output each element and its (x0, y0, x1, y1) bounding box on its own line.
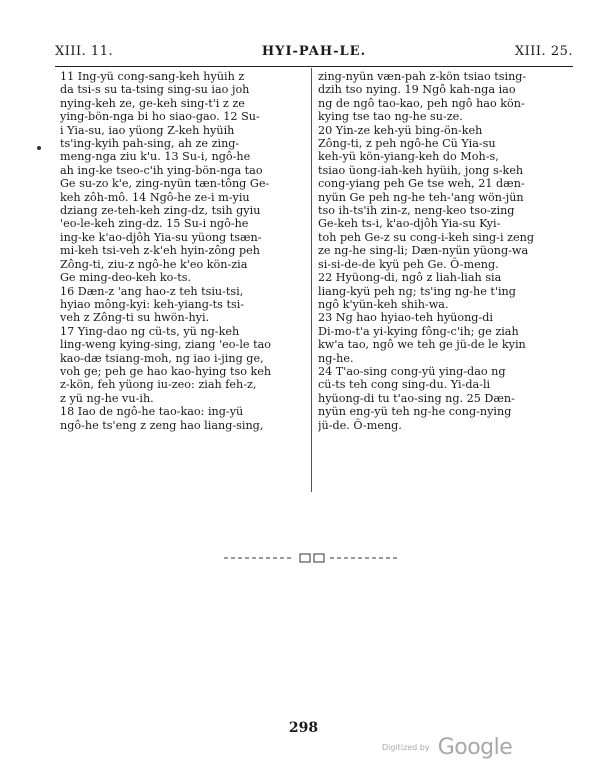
end-ornament (222, 552, 402, 564)
header-rule (55, 66, 573, 67)
google-logo-text: Google (437, 735, 513, 760)
header-book-title: HYI-PAH-LE. (261, 44, 367, 59)
margin-mark (37, 146, 41, 150)
digitized-by-google-watermark (382, 735, 512, 760)
right-text-column (318, 70, 563, 432)
paragraph-verses-18-19: zing-nyün væn-pah z-kön tsiao tsing- dzih tso nying. 19 Ngô kah-nga iao ng de ngô tao-kao, peh ngô hao kön- kying tse tao ng-he su-ze. (318, 70, 527, 124)
paragraph-verse-17: 17 Ying-dao ng cü-ts, yü ng-keh ling-weng kying-sing, ziang 'eo-le tao kao-dæ tsiang-moh, ng iao i-jing ge, voh ge; peh ge hao kao-hying tso keh z-kön, feh yüong iu-zeo: ziah feh-z, z yü ng-he vu-ih. (60, 324, 272, 405)
header-chapter-verse-end: XIII. 25. (514, 44, 573, 59)
page-number: 298 (288, 720, 319, 736)
header-chapter-verse-start: XIII. 11. (55, 44, 114, 59)
watermark-prefix: Digitized by (382, 743, 430, 752)
paragraph-verse-23: 23 Ng hao hyiao-teh hyüong-di Di-mo-t'a yi-kying fông-c'ih; ge ziah kw'a tao, ngô we teh ge jü-de le kyin ng-he. (318, 311, 526, 365)
column-divider (311, 68, 312, 492)
paragraph-verses-24-25: 24 T'ao-sing cong-yü ying-dao ng cü-ts teh cong sing-du. Yi-da-li hyüong-di tu t'ao-sing ng. 25 Dæn- nyün eng-yü teh ng-he cong-nying jü-de. Ô-meng. (318, 364, 515, 432)
left-text-column (60, 70, 305, 432)
paragraph-verse-18: 18 Iao de ngô-he tao-kao: ing-yü ngô-he ts'eng z zeng hao liang-sing, (60, 405, 264, 432)
paragraph-verses-20-21: 20 Yin-ze keh-yü bing-ön-keh Zông-ti, z peh ngô-he Cü Yia-su keh-yü kön-yiang-keh do Moh-s, tsiao üong-iah-keh hyüih, jong s-keh cong-yiang peh Ge tse weh, 21 dæn- nyün Ge peh ng-he teh-'ang wön-jün tso ih-ts'ih zin-z, neng-keo tso-zing Ge-keh ts-i, k'ao-djôh Yia-su Kyi- toh peh Ge-z su cong-i-keh sing-i zeng ze ng-he sing-li; Dæn-nyün yüong-wa si-si-de-de kyü peh Ge. Ô-meng. (318, 123, 534, 271)
paragraph-verse-22: 22 Hyüong-di, ngô z liah-liah sia liang-kyü peh ng; ts'ing ng-he t'ing ngô k'yün-keh shih-wa. (318, 271, 516, 311)
paragraph-verses-11-15: 11 Ing-yü cong-sang-keh hyüih z da tsi-s su ta-tsing sing-su iao joh nying-keh ze, ge-keh sing-t'i z ze ying-bön-nga bi ho siao-gao. 12 Su- i Yia-su, iao yüong Z-keh hyüih ts'ing-kyih pah-sing, ah ze zing- meng-nga ziu k'u. 13 Su-i, ngô-he ah ing-ke tseo-c'ih ying-bön-nga tao Ge su-zo k'e, zing-nyün tæn-tông Ge- keh zôh-mô. 14 Ngô-he ze-i m-yiu dziang ze-teh-keh zing-dz, tsih gyiu 'eo-le-keh zing-dz. 15 Su-i ngô-he ing-ke k'ao-djôh Yia-su yüong tsæn- mi-keh tsi-veh z-k'eh hyin-zông peh Zông-ti, ziu-z ngô-he k'eo kön-zia Ge ming-deo-keh ko-ts. (60, 70, 270, 285)
paragraph-verse-16: 16 Dæn-z 'ang hao-z teh tsiu-tsi, hyiao mông-kyi: keh-yiang-ts tsi- veh z Zông-ti su hwön-hyi. (60, 284, 245, 325)
running-header (55, 44, 573, 64)
